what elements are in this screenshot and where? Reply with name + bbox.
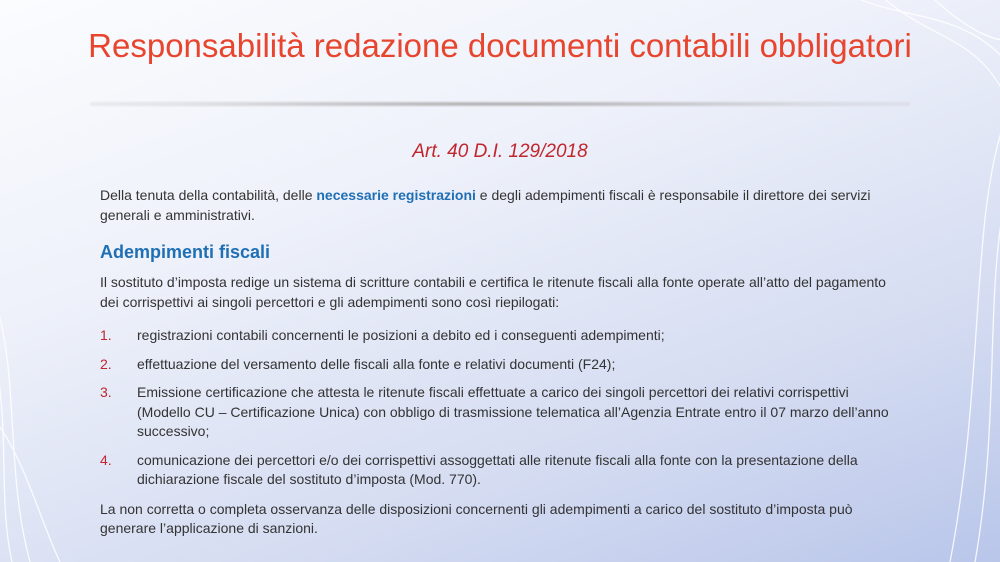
slide-title: Responsabilità redazione documenti contabili obbligatori [88, 27, 912, 64]
list-item-number: 3. [100, 384, 112, 400]
slide-content [100, 186, 900, 539]
list-item-text: effettuazione del versamento delle fiscali alla fonte e relativi documenti (F24); [137, 355, 616, 372]
list-item-text: registrazioni contabili concernenti le posizioni a debito ed i conseguenti adempimenti; [137, 327, 665, 343]
section-heading: Adempimenti fiscali [100, 242, 271, 262]
intro-text-before: Della tenuta della contabilità, delle [100, 187, 317, 203]
list-item [100, 355, 900, 375]
section-paragraph: Il sostituto d’imposta redige un sistema di scritture contabili e certifica le ritenute fiscali alla fonte operate all’atto del pagamento dei corrispettivi ai singoli percettori e gli adempimenti sono così riepilogati: [100, 274, 886, 310]
title-divider [90, 101, 910, 107]
list-item-text: comunicazione dei percettori e/o dei corrispettivi assoggettati alle ritenute fiscali alla fonte con la presentazione della dichiarazione fiscale del sostituto d’imposta (Mod. 770). [137, 451, 858, 487]
list-item-number: 1. [100, 327, 112, 343]
list-item-text: Emissione certificazione che attesta le ritenute fiscali effettuate a carico dei singoli percettori dei relativi corrispettivi (Modello CU – Certificazione Unica) con obbligo di trasmissione telematica all’Agenzia Entrate entro il 07 marzo dell’anno successivo; [137, 384, 889, 439]
list-item-number: 4. [100, 451, 112, 468]
article-reference: Art. 40 D.I. 129/2018 [412, 141, 588, 162]
intro-highlight: necessarie registrazioni [316, 187, 476, 203]
intro-text-after: e degli adempimenti fiscali è responsabile il direttore dei servizi generali e amministrativi. [100, 187, 871, 223]
list-item-number: 2. [100, 355, 112, 372]
list-item [100, 326, 900, 346]
obligations-list [100, 326, 900, 490]
list-item [100, 451, 900, 490]
list-item [100, 383, 900, 442]
intro-paragraph [100, 186, 900, 225]
closing-paragraph: La non corretta o completa osservanza delle disposizioni concernenti gli adempimenti a carico del sostituto d’imposta può generare l’applicazione di sanzioni. [100, 500, 853, 536]
